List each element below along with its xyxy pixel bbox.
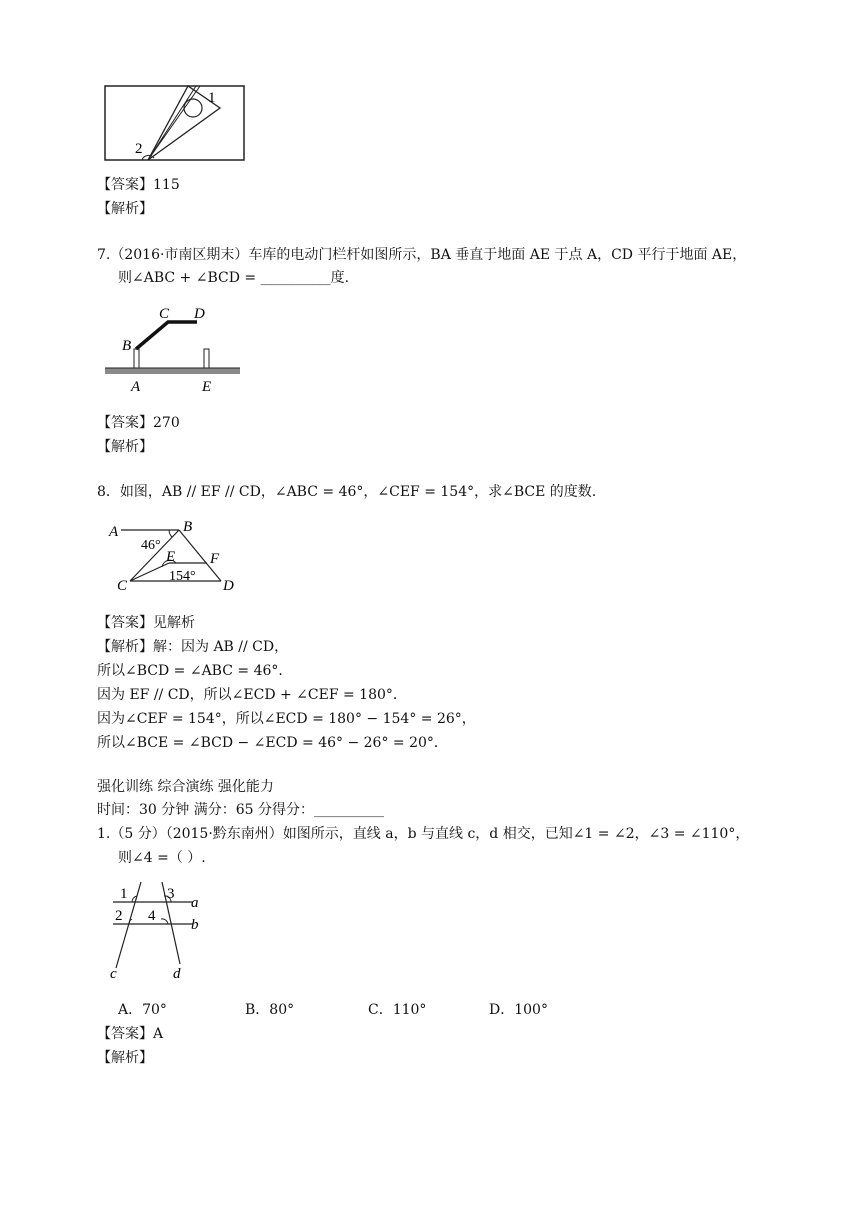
p1-analysis: 【解析】 [97,1050,153,1066]
q8-angle-154: 154° [169,569,196,584]
q6-answer: 【答案】115 [97,177,180,193]
p1-label-c: c [110,966,117,982]
q6-analysis: 【解析】 [97,201,153,217]
q8-label-A: A [109,524,119,540]
q8-label-D: D [223,578,234,594]
figure-intersecting-lines [105,880,210,985]
section-time: 时间：30 分钟 满分：65 分得分：__________ [97,802,384,818]
fig1-label-2: 2 [135,141,143,157]
q8-solution-3: 因为 EF // CD，所以∠ECD + ∠CEF = 180°． [97,687,407,703]
p1-label-a: a [191,895,199,911]
q7-label-D: D [194,306,205,322]
q7-label-A: A [131,379,141,395]
q8-label-E: E [166,549,176,565]
p1-option-b: B．80° [245,1002,295,1018]
p1-answer: 【答案】A [97,1026,164,1042]
q8-angle-46: 46° [141,538,161,553]
p1-label-3: 3 [167,886,175,902]
q7-label-E: E [202,379,212,395]
figure-gate-bar [100,302,245,398]
p1-label-d: d [173,966,181,982]
q7-label-C: C [159,306,170,322]
q7-answer: 【答案】270 [97,415,180,431]
section-title: 强化训练 综合演练 强化能力 [97,779,274,795]
p1-option-a: A．70° [118,1002,167,1018]
q8-solution-4: 因为∠CEF = 154°，所以∠ECD = 180° − 154° = 26°， [97,711,476,727]
p1-label-1: 1 [120,886,128,902]
p1-option-c: C．110° [368,1002,427,1018]
q7-stem-line2: 则∠ABC + ∠BCD = __________度. [118,270,350,286]
p1-label-4: 4 [148,908,156,924]
q8-answer: 【答案】见解析 [97,615,195,631]
p1-stem-line2: 则∠4 =（ ）. [118,850,206,866]
q8-label-B: B [183,519,193,535]
q8-solution-2: 所以∠BCD = ∠ABC = 46°． [97,663,293,679]
q8-label-C: C [117,578,128,594]
q7-analysis: 【解析】 [97,439,153,455]
q8-solution-5: 所以∠BCE = ∠BCD − ∠ECD = 46° − 26° = 20°． [97,735,448,751]
q8-label-F: F [210,551,220,567]
q7-stem-line1: 7.（2016·市南区期末）车库的电动门栏杆如图所示，BA 垂直于地面 AE 于点 A，CD 平行于地面 AE， [97,247,747,263]
q8-stem: 8．如图，AB // EF // CD，∠ABC = 46°，∠CEF = 154°，求∠BCE 的度数. [97,484,597,500]
fig1-label-1: 1 [208,90,216,106]
figure-set-square [100,82,250,166]
q7-label-B: B [122,338,132,354]
q8-solution-1: 【解析】解：因为 AB // CD， [97,639,289,655]
p1-label-b: b [191,917,199,933]
p1-option-d: D．100° [489,1002,548,1018]
p1-label-2: 2 [115,908,123,924]
p1-stem-line1: 1.（5 分）（2015·黔东南州）如图所示，直线 a，b 与直线 c，d 相交，已知∠1 = ∠2，∠3 = ∠110°， [97,826,750,842]
figure-parallel-lines [105,517,250,599]
